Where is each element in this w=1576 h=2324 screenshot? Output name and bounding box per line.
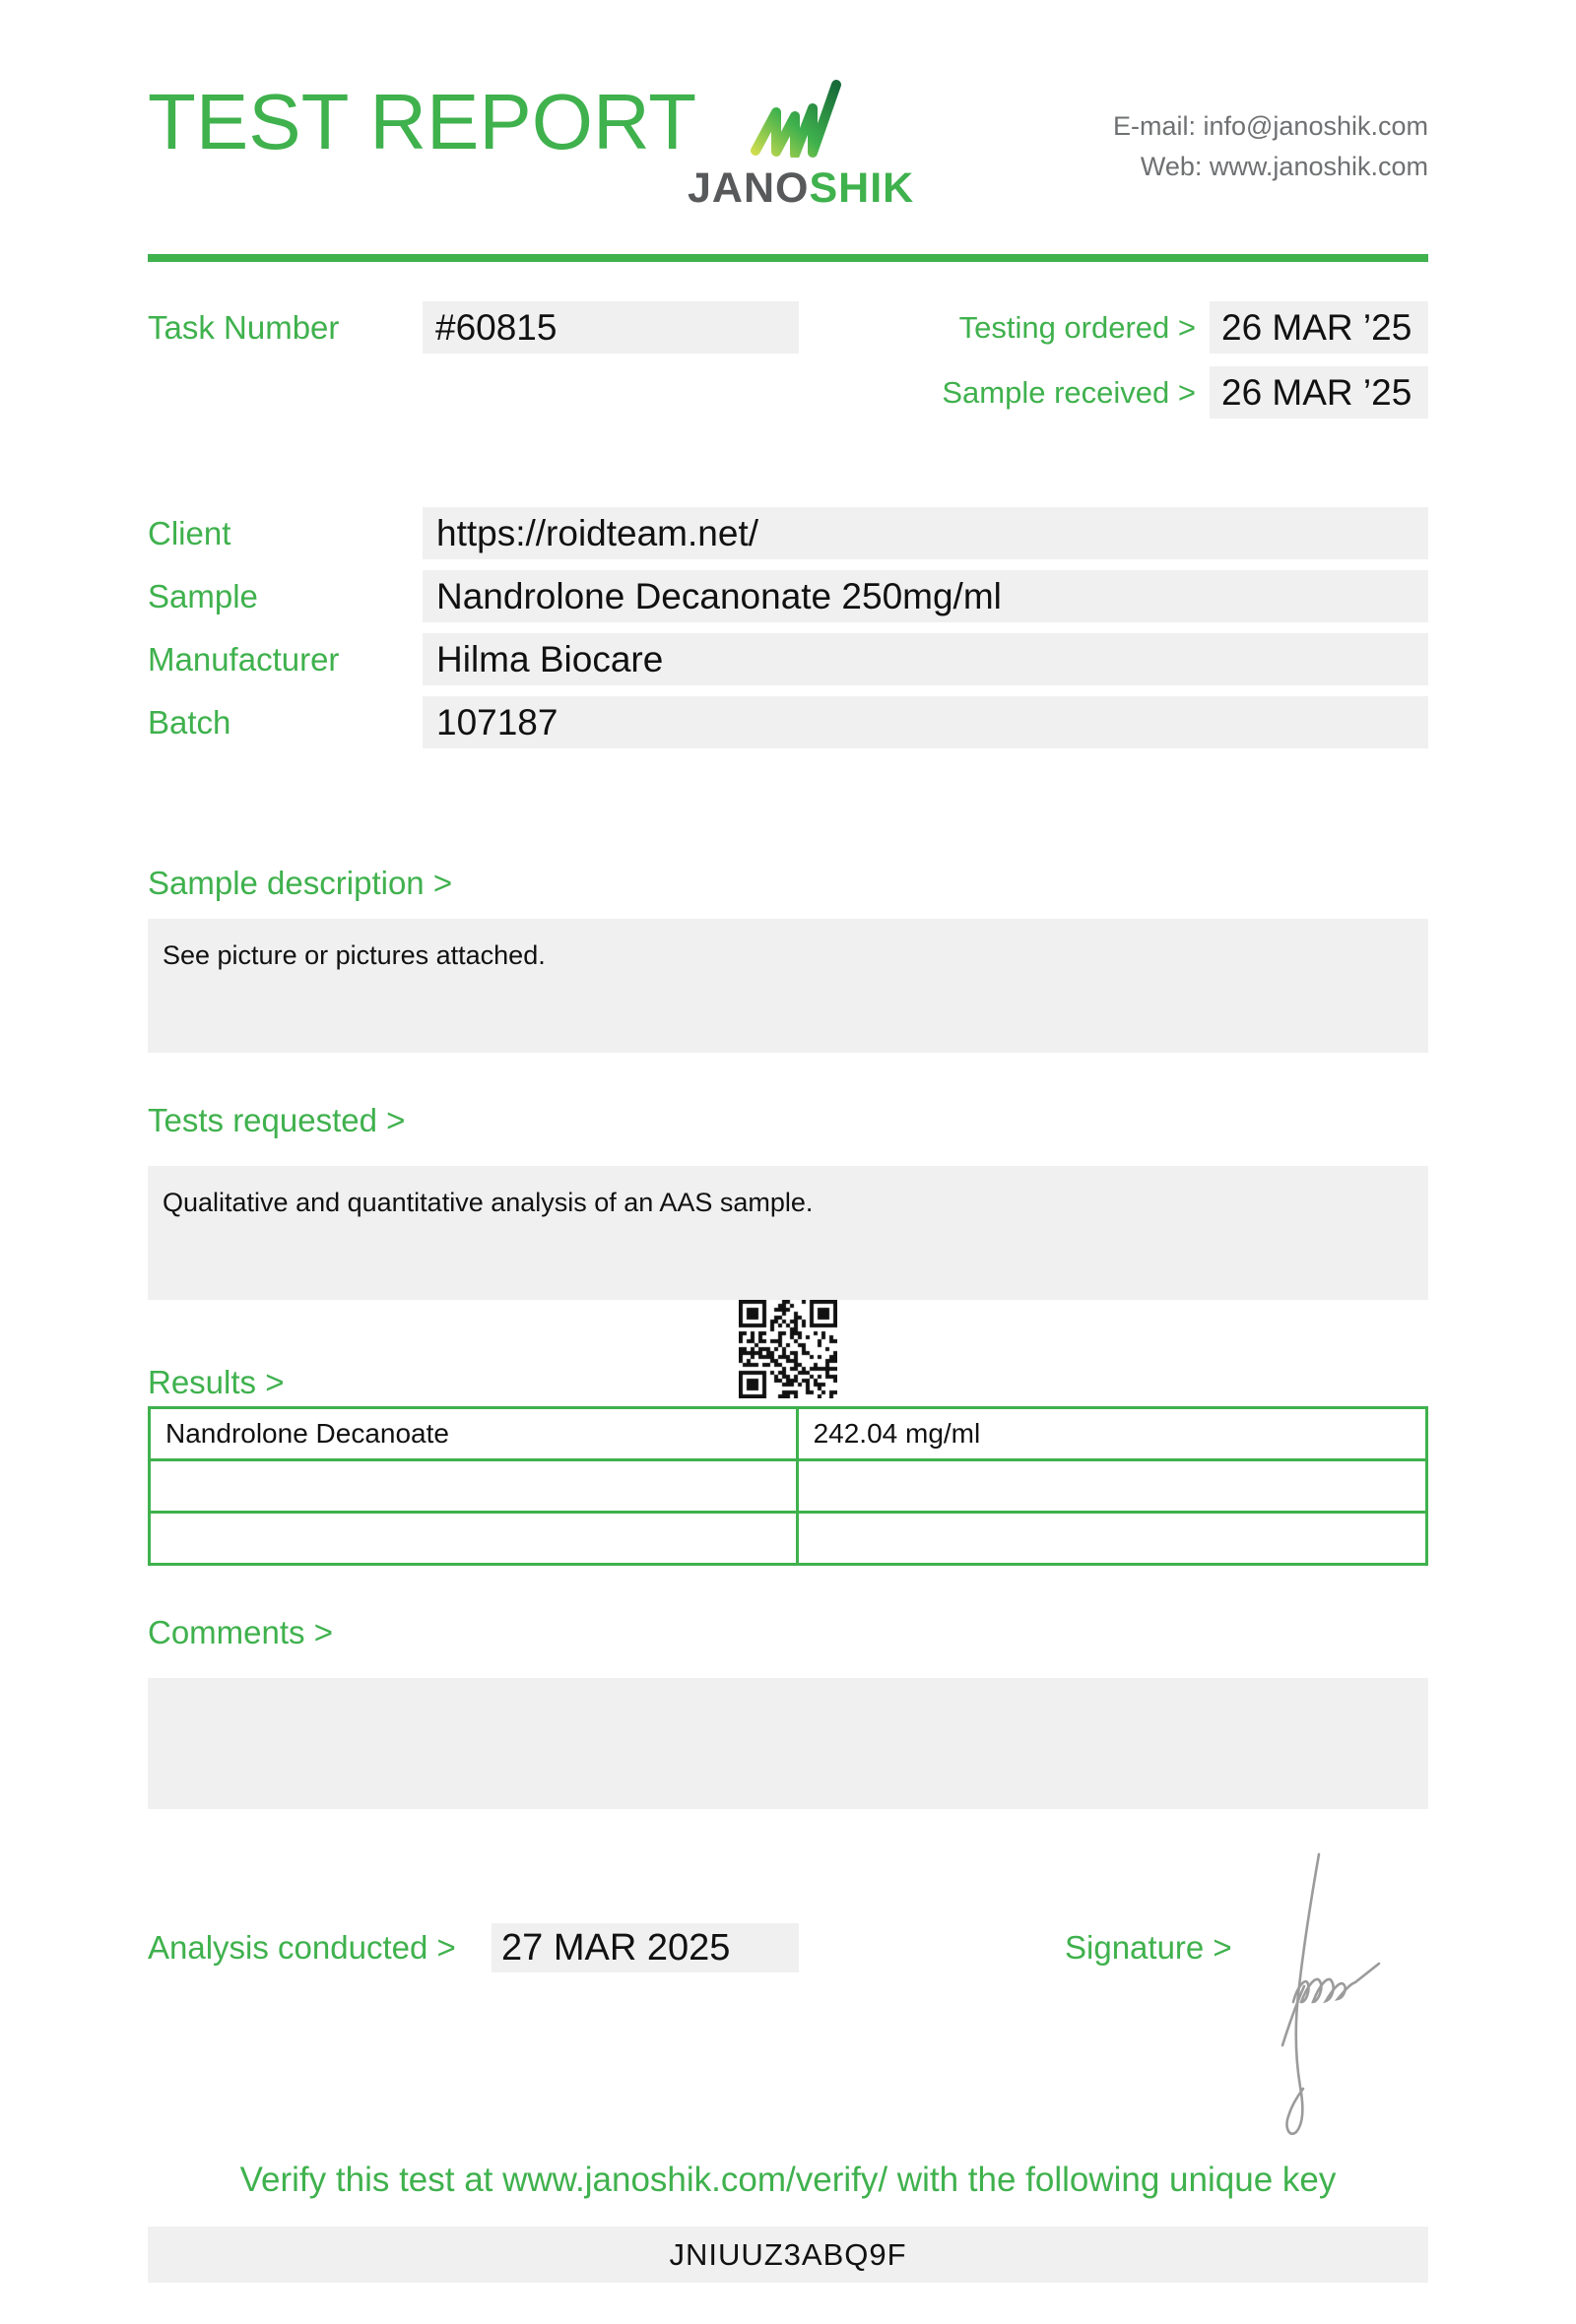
batch-value: 107187 [423,696,1428,748]
detail-row-sample [148,570,1428,622]
contact-block [1113,106,1428,187]
brand-wordmark [688,164,915,212]
section-title-sample-description: Sample description > [148,865,453,901]
footer-row [148,1923,1428,1972]
task-section [148,301,1428,419]
table-row [150,1460,1427,1513]
sample-received-value: 26 MAR ’25 [1210,366,1428,419]
manufacturer-value: Hilma Biocare [423,633,1428,685]
sample-value: Nandrolone Decanonate 250mg/ml [423,570,1428,622]
client-value: https://roidteam.net/ [423,507,1428,559]
signature-image [1280,1852,1409,2138]
section-title-comments: Comments > [148,1614,333,1650]
detail-row-client [148,507,1428,559]
tests-requested-text: Qualitative and quantitative analysis of an AAS sample. [163,1188,814,1217]
results-table [148,1406,1428,1566]
results-head [148,1300,1428,1406]
table-row [150,1408,1427,1460]
detail-row-batch [148,696,1428,748]
table-row [150,1513,1427,1565]
sample-description-text: See picture or pictures attached. [163,940,546,970]
verify-key-bar [148,2227,1428,2283]
sample-description-box [148,919,1428,1053]
task-row [148,301,1428,354]
brand-word-shik: SHIK [809,164,915,212]
comments-box [148,1678,1428,1809]
growth-chart-icon [750,79,843,158]
analysis-conducted-label: Analysis conducted > [148,1929,456,1966]
sample-received-row [148,366,1428,419]
tests-requested-box [148,1166,1428,1300]
sample-received-group [942,366,1428,419]
brand-word-jano: JANO [688,164,810,212]
task-number-value: #60815 [423,301,799,354]
brand-logo [688,79,915,212]
page-title: TEST REPORT [148,78,697,165]
result-cell: 242.04 mg/ml [797,1408,1426,1460]
header [148,0,1428,254]
client-label: Client [148,514,231,551]
verify-key: JNIUUZ3ABQ9F [669,2236,907,2272]
analyte-cell [150,1513,798,1565]
detail-row-manufacturer [148,633,1428,685]
section-title-tests-requested: Tests requested > [148,1102,406,1138]
result-cell [797,1513,1426,1565]
manufacturer-label: Manufacturer [148,640,340,678]
contact-web: Web: www.janoshik.com [1140,152,1428,181]
details-section [148,507,1428,748]
analyte-cell [150,1460,798,1513]
testing-ordered-label: Testing ordered > [958,309,1196,345]
analysis-conducted-value: 27 MAR 2025 [492,1923,799,1972]
result-cell [797,1460,1426,1513]
task-number-label: Task Number [148,308,340,346]
sample-received-label: Sample received > [942,374,1196,410]
header-divider [148,254,1428,262]
section-title-results: Results > [148,1364,285,1400]
testing-ordered-value: 26 MAR ’25 [1210,301,1428,354]
sample-label: Sample [148,577,258,614]
analyte-cell: Nandrolone Decanoate [150,1408,798,1460]
testing-ordered-row [959,301,1428,354]
qr-code [739,1300,837,1398]
signature-label: Signature > [1065,1929,1232,1966]
contact-email: E-mail: info@janoshik.com [1112,111,1428,141]
batch-label: Batch [148,703,231,741]
verify-instruction: Verify this test at www.janoshik.com/verify/ with the following unique key [239,2161,1337,2199]
